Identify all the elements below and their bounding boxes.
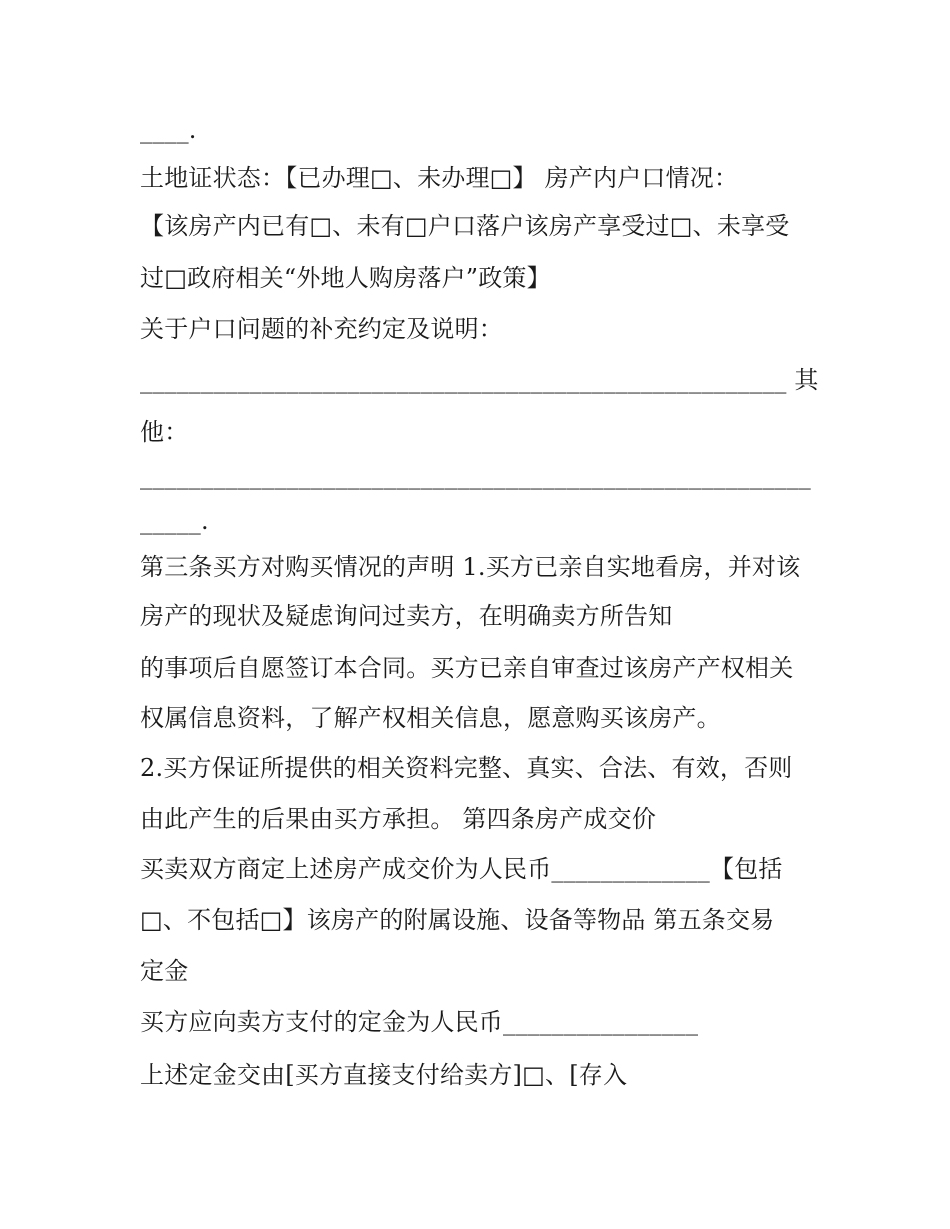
- text-line: 关于户口问题的补充约定及说明：: [140, 315, 503, 343]
- text-line: 2.买方保证所提供的相关资料完整、真实、合法、有效，否则: [140, 754, 793, 782]
- text-line: 他：: [140, 418, 189, 446]
- text-line: 定金: [140, 957, 189, 985]
- text-line: 第三条买方对购买情况的声明 1.买方已亲自实地看房，并对该: [140, 553, 801, 581]
- text-line: □、不包括□】该房产的附属设施、设备等物品 第五条交易: [140, 906, 775, 934]
- text-line: 上述定金交由[买方直接支付给卖方]□、[存入: [140, 1061, 628, 1089]
- text-line: 买方应向卖方支付的定金为人民币________________: [140, 1008, 699, 1036]
- text-line: 过□政府相关“外地人购房落户”政策】: [140, 264, 551, 292]
- text-line: 土地证状态：【已办理□、未办理□】 房产内户口情况：: [140, 164, 739, 192]
- text-line: ____.: [140, 116, 197, 144]
- text-line: 买卖双方商定上述房产成交价为人民币_____________【包括: [140, 855, 783, 883]
- text-line: 房产的现状及疑虑询问过卖方，在明确卖方所告知: [140, 602, 673, 630]
- text-line: 【该房产内已有□、未有□户口落户该房产享受过□、未享受: [140, 212, 790, 240]
- text-line: 的事项后自愿签订本合同。买方已亲自审查过该房产产权相关: [140, 654, 794, 682]
- text-line: 由此产生的后果由买方承担。 第四条房产成交价: [140, 805, 657, 833]
- text-line: _______________________________________________________: [140, 462, 811, 490]
- text-line: _____.: [140, 507, 209, 535]
- text-line: 权属信息资料，了解产权相关信息，愿意购买该房产。: [140, 704, 721, 732]
- text-line: _____________________________________________________ 其: [140, 366, 819, 394]
